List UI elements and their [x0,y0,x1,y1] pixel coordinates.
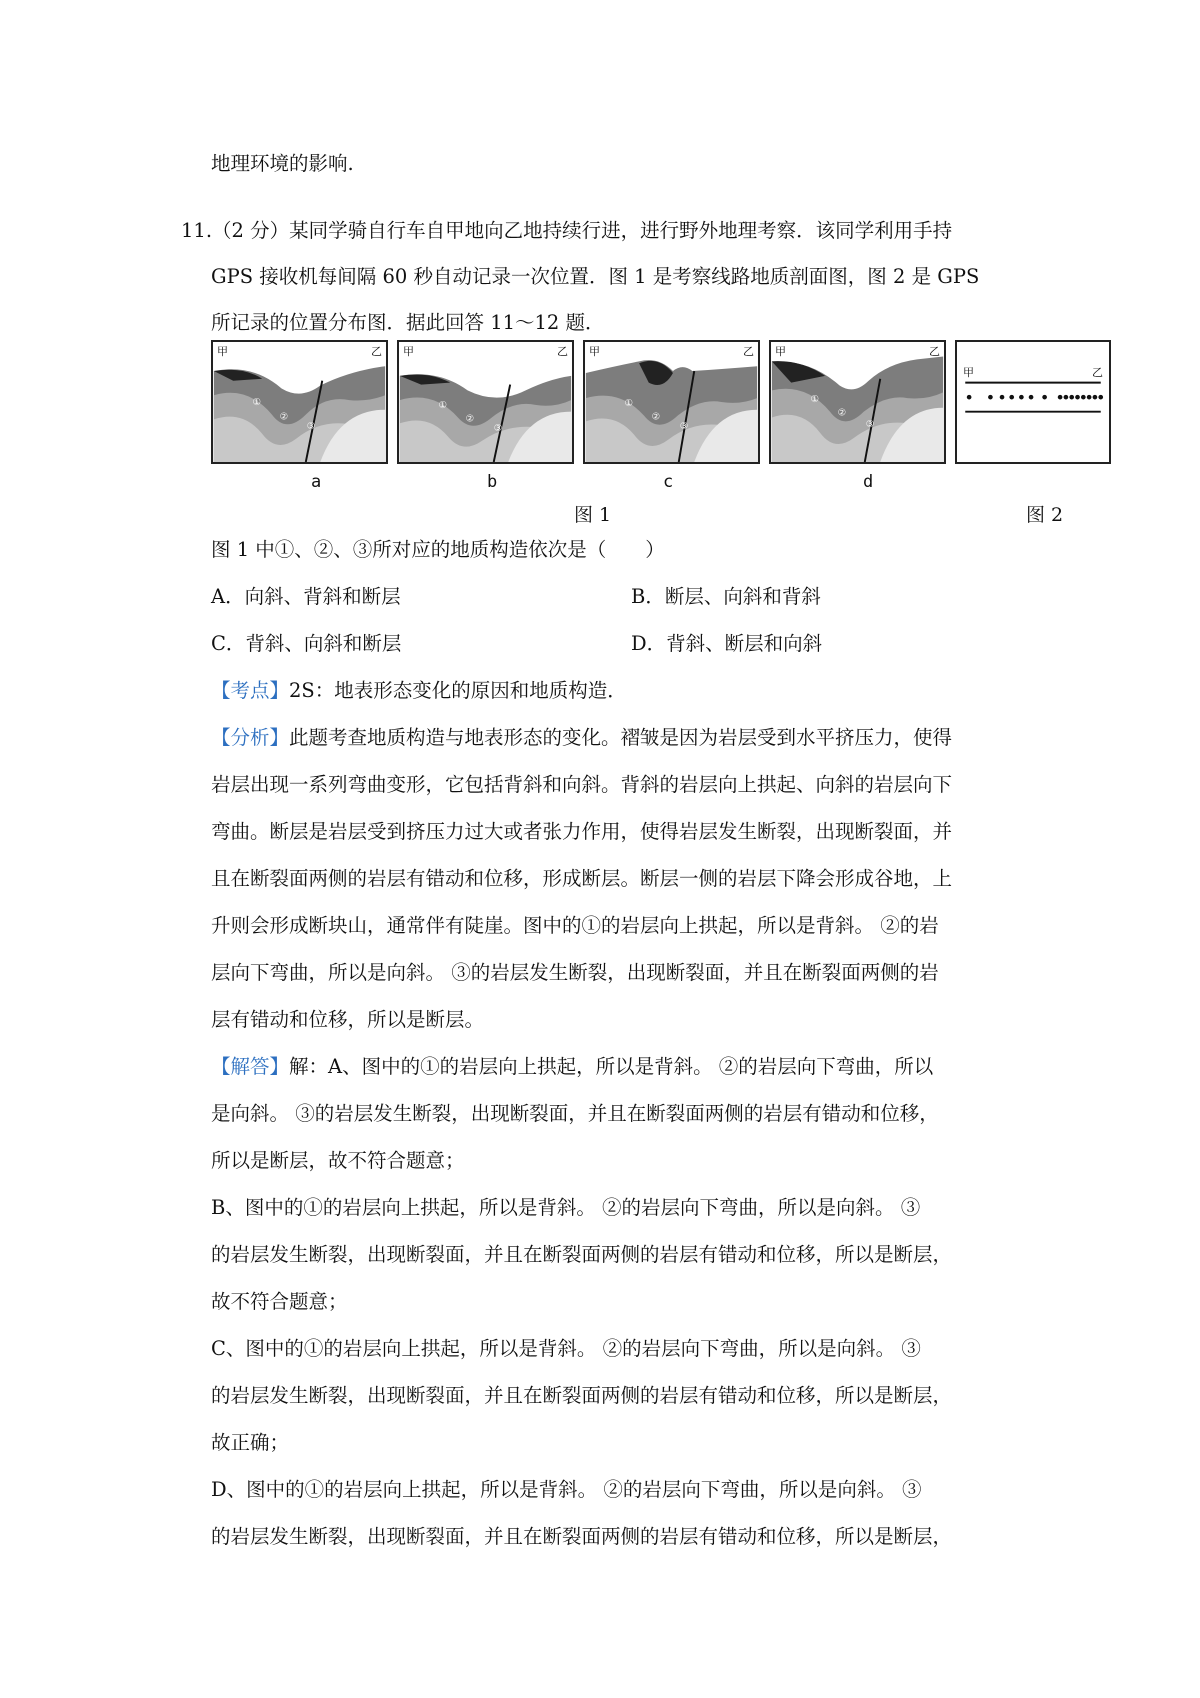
jieda-line-d2: 的岩层发生断裂，出现断裂面，并且在断裂面两侧的岩层有错动和位移，所以是断层， [211,1525,953,1548]
panel-a-label: a [311,472,322,492]
svg-text:③: ③ [865,419,875,431]
jieda-line-a3: 所以是断层，故不符合题意； [211,1149,465,1172]
svg-text:①: ① [810,394,820,405]
panel-d-corner-left: 甲 [775,345,786,358]
profile-d-drawing [771,342,944,462]
panel-c-label: c [663,472,674,492]
option-b: B．断层、向斜和背斜 [631,585,821,608]
option-c: C．背斜、向斜和断层 [211,632,402,655]
fenxi-line-1 [211,723,952,753]
svg-text:①: ① [624,397,634,409]
gps-position-panel [955,340,1111,464]
fenxi-line-2: 岩层出现一系列弯曲变形，它包括背斜和向斜。背斜的岩层向上拱起、向斜的岩层向下 [211,773,953,796]
fenxi-line-7: 层有错动和位移，所以是断层。 [211,1008,485,1031]
panel-c-corner-right: 乙 [743,345,754,358]
kaodian-line [211,676,627,706]
fenxi-tag: 【分析】 [211,726,290,749]
jieda-text-a1: 解：A、图中的①的岩层向上拱起，所以是背斜。 ②的岩层向下弯曲，所以 [289,1055,934,1078]
jieda-tag: 【解答】 [211,1055,290,1078]
jieda-line-c2: 的岩层发生断裂，出现断裂面，并且在断裂面两侧的岩层有错动和位移，所以是断层， [211,1384,953,1407]
profile-a-drawing [213,342,386,462]
svg-text:②: ② [279,411,289,423]
jieda-line-c1: C、图中的①的岩层向上拱起，所以是背斜。 ②的岩层向下弯曲，所以是向斜。 ③ [211,1337,921,1360]
kaodian-tag: 【考点】 [211,679,290,702]
profile-panel-b [397,340,574,464]
profile-b-drawing [399,342,572,462]
jieda-line-c3: 故正确； [211,1431,290,1454]
fig2-corner-left: 甲 [963,366,974,379]
profile-panel-a [211,340,388,464]
svg-text:③: ③ [493,423,503,435]
profile-panel-d [769,340,946,464]
panel-d-corner-right: 乙 [929,345,940,358]
panel-b-corner-left: 甲 [403,345,414,358]
svg-text:②: ② [651,411,661,423]
panel-b-label: b [487,472,498,492]
jieda-line-a2: 是向斜。 ③的岩层发生断裂，出现断裂面，并且在断裂面两侧的岩层有错动和位移， [211,1102,939,1125]
panel-d-label: d [863,472,874,492]
figure-geologic-profiles [211,340,1111,525]
previous-answer-tail: 地理环境的影响. [211,152,354,175]
profile-panel-c [583,340,760,464]
svg-text:①: ① [438,399,448,411]
jieda-line-b3: 故不符合题意； [211,1290,348,1313]
kaodian-text: 2S：地表形态变化的原因和地质构造． [289,679,627,702]
panel-a-corner-right: 乙 [371,345,382,358]
fig2-corner-right: 乙 [1092,366,1103,379]
jieda-line-b2: 的岩层发生断裂，出现断裂面，并且在断裂面两侧的岩层有错动和位移，所以是断层， [211,1243,953,1266]
panel-a-corner-left: 甲 [217,345,228,358]
profile-c-drawing [585,342,758,462]
question-stem: 图 1 中①、②、③所对应的地质构造依次是（ ） [211,538,665,561]
question-line-2: GPS 接收机每间隔 60 秒自动记录一次位置．图 1 是考察线路地质剖面图，图 2 是 GPS [211,265,980,288]
question-line-3: 所记录的位置分布图．据此回答 11～12 题． [211,311,605,334]
fenxi-line-5: 升则会形成断块山，通常伴有陡崖。图中的①的岩层向上拱起，所以是背斜。 ②的岩 [211,914,939,937]
figure-2-label: 图 2 [1026,504,1064,526]
jieda-line-d1: D、图中的①的岩层向上拱起，所以是背斜。 ②的岩层向下弯曲，所以是向斜。 ③ [211,1478,922,1501]
option-a: A．向斜、背斜和断层 [211,585,401,608]
fenxi-line-6: 层向下弯曲，所以是向斜。 ③的岩层发生断裂，出现断裂面，并且在断裂面两侧的岩 [211,961,939,984]
svg-text:②: ② [837,407,847,419]
fenxi-line-4: 且在断裂面两侧的岩层有错动和位移，形成断层。断层一侧的岩层下降会形成谷地，上 [211,867,953,890]
fenxi-text-1: 此题考查地质构造与地表形态的变化。褶皱是因为岩层受到水平挤压力，使得 [289,726,953,749]
gps-dots-drawing [957,342,1109,462]
figure-1-label: 图 1 [574,504,612,526]
svg-text:②: ② [465,413,475,425]
option-d: D．背斜、断层和向斜 [631,632,823,655]
jieda-line-a1 [211,1052,933,1082]
jieda-line-b1: B、图中的①的岩层向上拱起，所以是背斜。 ②的岩层向下弯曲，所以是向斜。 ③ [211,1196,921,1219]
svg-text:③: ③ [306,421,316,433]
panel-c-corner-left: 甲 [589,345,600,358]
question-line-1: 11.（2 分）某同学骑自行车自甲地向乙地持续行进，进行野外地理考察．该同学利用手持 [181,219,953,242]
panel-b-corner-right: 乙 [557,345,568,358]
fenxi-line-3: 弯曲。断层是岩层受到挤压力过大或者张力作用，使得岩层发生断裂，出现断裂面，并 [211,820,953,843]
svg-text:③: ③ [679,421,689,433]
svg-text:①: ① [252,396,262,408]
